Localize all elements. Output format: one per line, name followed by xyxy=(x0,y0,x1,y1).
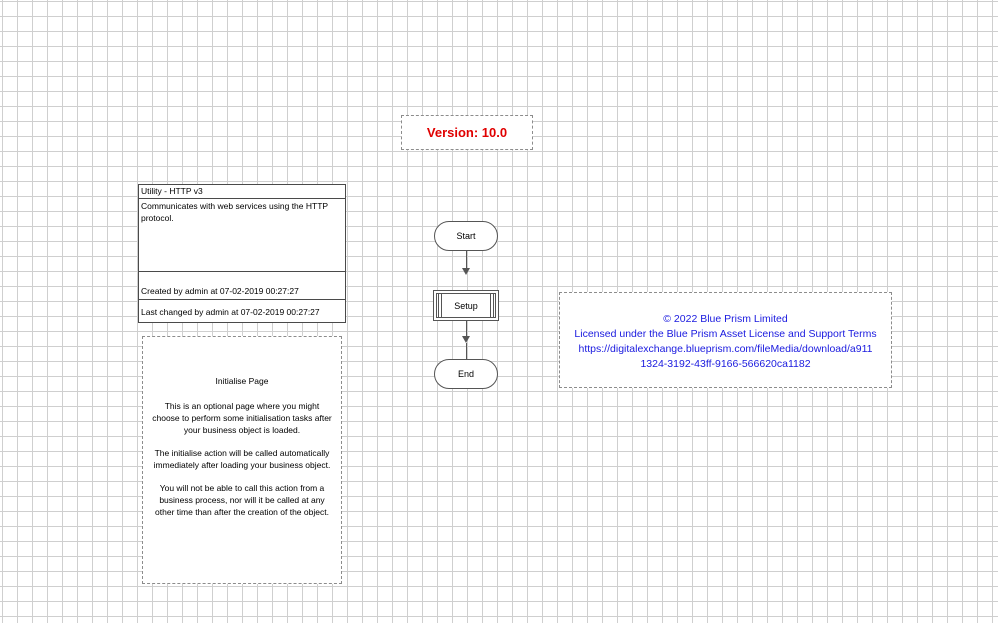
arrow-down-icon xyxy=(462,268,470,275)
initialise-note-paragraph-1: This is an optional page where you might choose to perform some initialisation tasks after your business object is loaded. xyxy=(152,401,332,435)
setup-action-label: Setup xyxy=(454,300,478,311)
connector-start-setup xyxy=(466,251,467,268)
setup-action-inner xyxy=(436,293,496,318)
start-stage[interactable] xyxy=(434,221,498,251)
initialise-note-title: Initialise Page xyxy=(215,376,269,386)
start-stage-label: Start xyxy=(456,231,476,241)
object-info-block[interactable] xyxy=(138,184,346,323)
version-text: Version: 10.0 xyxy=(426,125,508,140)
license-note[interactable] xyxy=(559,292,892,388)
license-line-3: https://digitalexchange.blueprism.com/fileMedia/download/a911 xyxy=(578,343,873,355)
end-stage-label: End xyxy=(457,369,474,379)
initialise-note-paragraph-3: You will not be able to call this action from a business process, nor will it be called at any other time than after the creation of the object. xyxy=(155,483,329,517)
license-line-4: 1324-3192-43ff-9166-566620ca1182 xyxy=(640,358,811,370)
end-stage[interactable] xyxy=(434,359,498,389)
last-changed-info xyxy=(139,300,345,324)
version-note[interactable] xyxy=(401,115,533,150)
initialise-page-note[interactable] xyxy=(142,336,342,584)
created-info xyxy=(139,272,345,300)
license-line-1: © 2022 Blue Prism Limited xyxy=(663,313,788,325)
last-changed-text: Last changed by admin at 07-02-2019 00:27:27 xyxy=(141,307,320,317)
connector-setup-end xyxy=(466,321,467,336)
connector-to-end xyxy=(466,343,467,359)
setup-action-stage[interactable] xyxy=(433,290,499,321)
object-name: Utility - HTTP v3 xyxy=(139,185,345,199)
initialise-note-paragraph-2: The initialise action will be called automatically immediately after loading your business object. xyxy=(153,448,331,470)
created-text: Created by admin at 07-02-2019 00:27:27 xyxy=(141,286,299,296)
object-description: Communicates with web services using the HTTP protocol. xyxy=(139,199,345,272)
license-line-2: Licensed under the Blue Prism Asset License and Support Terms xyxy=(574,328,877,340)
arrow-down-icon xyxy=(462,336,470,343)
